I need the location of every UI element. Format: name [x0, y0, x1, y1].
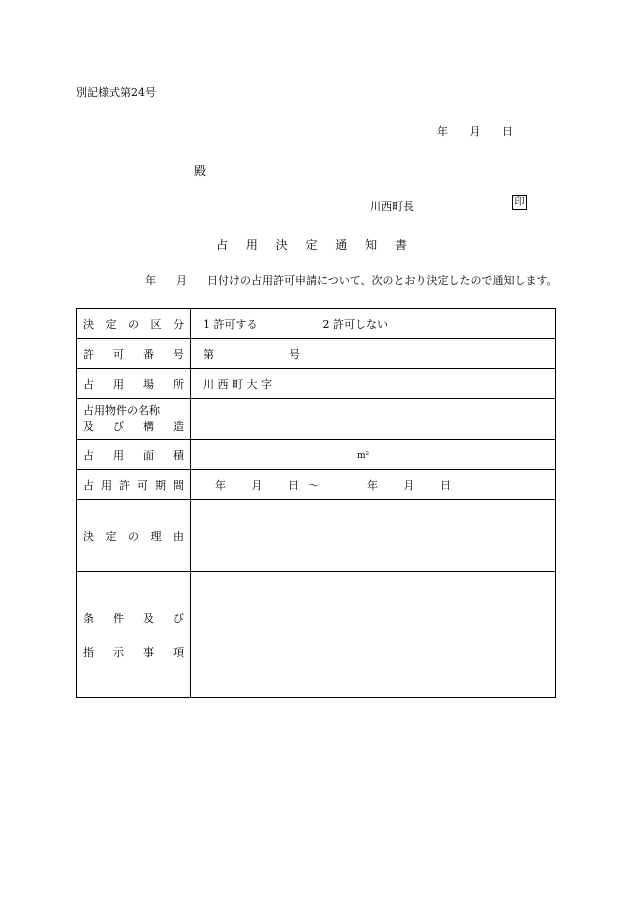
intro-year: 年 — [145, 274, 156, 287]
row-label-location: 占 用 場 所 — [77, 369, 191, 399]
addressee-suffix: 殿 — [194, 164, 207, 178]
period-start-year: 年 — [215, 478, 226, 492]
period-end-month: 月 — [403, 478, 415, 492]
period-separator: 〜 — [308, 478, 320, 492]
date-line: 年 月 日 — [437, 125, 513, 138]
area-unit: m² — [357, 451, 370, 461]
table-row — [77, 399, 556, 440]
permit-number-suffix: 号 — [289, 347, 300, 361]
table-row — [77, 572, 556, 698]
period-end-year: 年 — [367, 478, 378, 492]
period-start-day: 日 — [288, 478, 299, 492]
table-row — [77, 440, 556, 470]
label-text: 決 定 の 区 分 — [83, 317, 184, 331]
form-number: 別記様式第24号 — [76, 86, 156, 99]
area-value — [191, 440, 556, 470]
permit-number-field — [191, 339, 556, 369]
decision-options — [191, 309, 556, 339]
intro-text: 日付けの占用許可申請について、次のとおり決定したので通知します。 — [207, 274, 558, 287]
document-title: 占 用 決 定 通 知 書 — [216, 238, 414, 252]
row-label-reason: 決 定 の 理 由 — [77, 500, 191, 572]
table-row — [77, 309, 556, 339]
permit-number-prefix: 第 — [203, 347, 214, 361]
location-value: 川 西 町 大 字 — [191, 369, 556, 399]
period-start-month: 月 — [251, 478, 263, 492]
period-value — [191, 470, 556, 500]
row-label-area: 占 用 面 積 — [77, 440, 191, 470]
decision-form-table — [76, 308, 556, 698]
row-label-period: 占 用 許 可 期 間 — [77, 470, 191, 500]
row-label-permit-number: 許 可 番 号 — [77, 339, 191, 369]
table-row — [77, 369, 556, 399]
object-name-value — [191, 399, 556, 440]
seal-mark: 印 — [512, 195, 527, 210]
reason-value — [191, 500, 556, 572]
option-approve: 1 許可する — [203, 317, 258, 331]
row-label-conditions: 条 件 及 び 指 示 事 項 — [77, 572, 191, 698]
row-label-decision-type — [77, 309, 191, 339]
issuer-name: 川西町長 — [370, 200, 414, 213]
table-row — [77, 500, 556, 572]
option-reject: 2 許可しない — [322, 317, 388, 331]
table-row — [77, 339, 556, 369]
intro-month: 月 — [176, 274, 187, 287]
row-label-object-name: 占用物件の名称 及 び 構 造 — [77, 399, 191, 440]
table-row — [77, 470, 556, 500]
conditions-value — [191, 572, 556, 698]
intro-paragraph — [77, 272, 559, 289]
period-end-day: 日 — [440, 478, 451, 492]
